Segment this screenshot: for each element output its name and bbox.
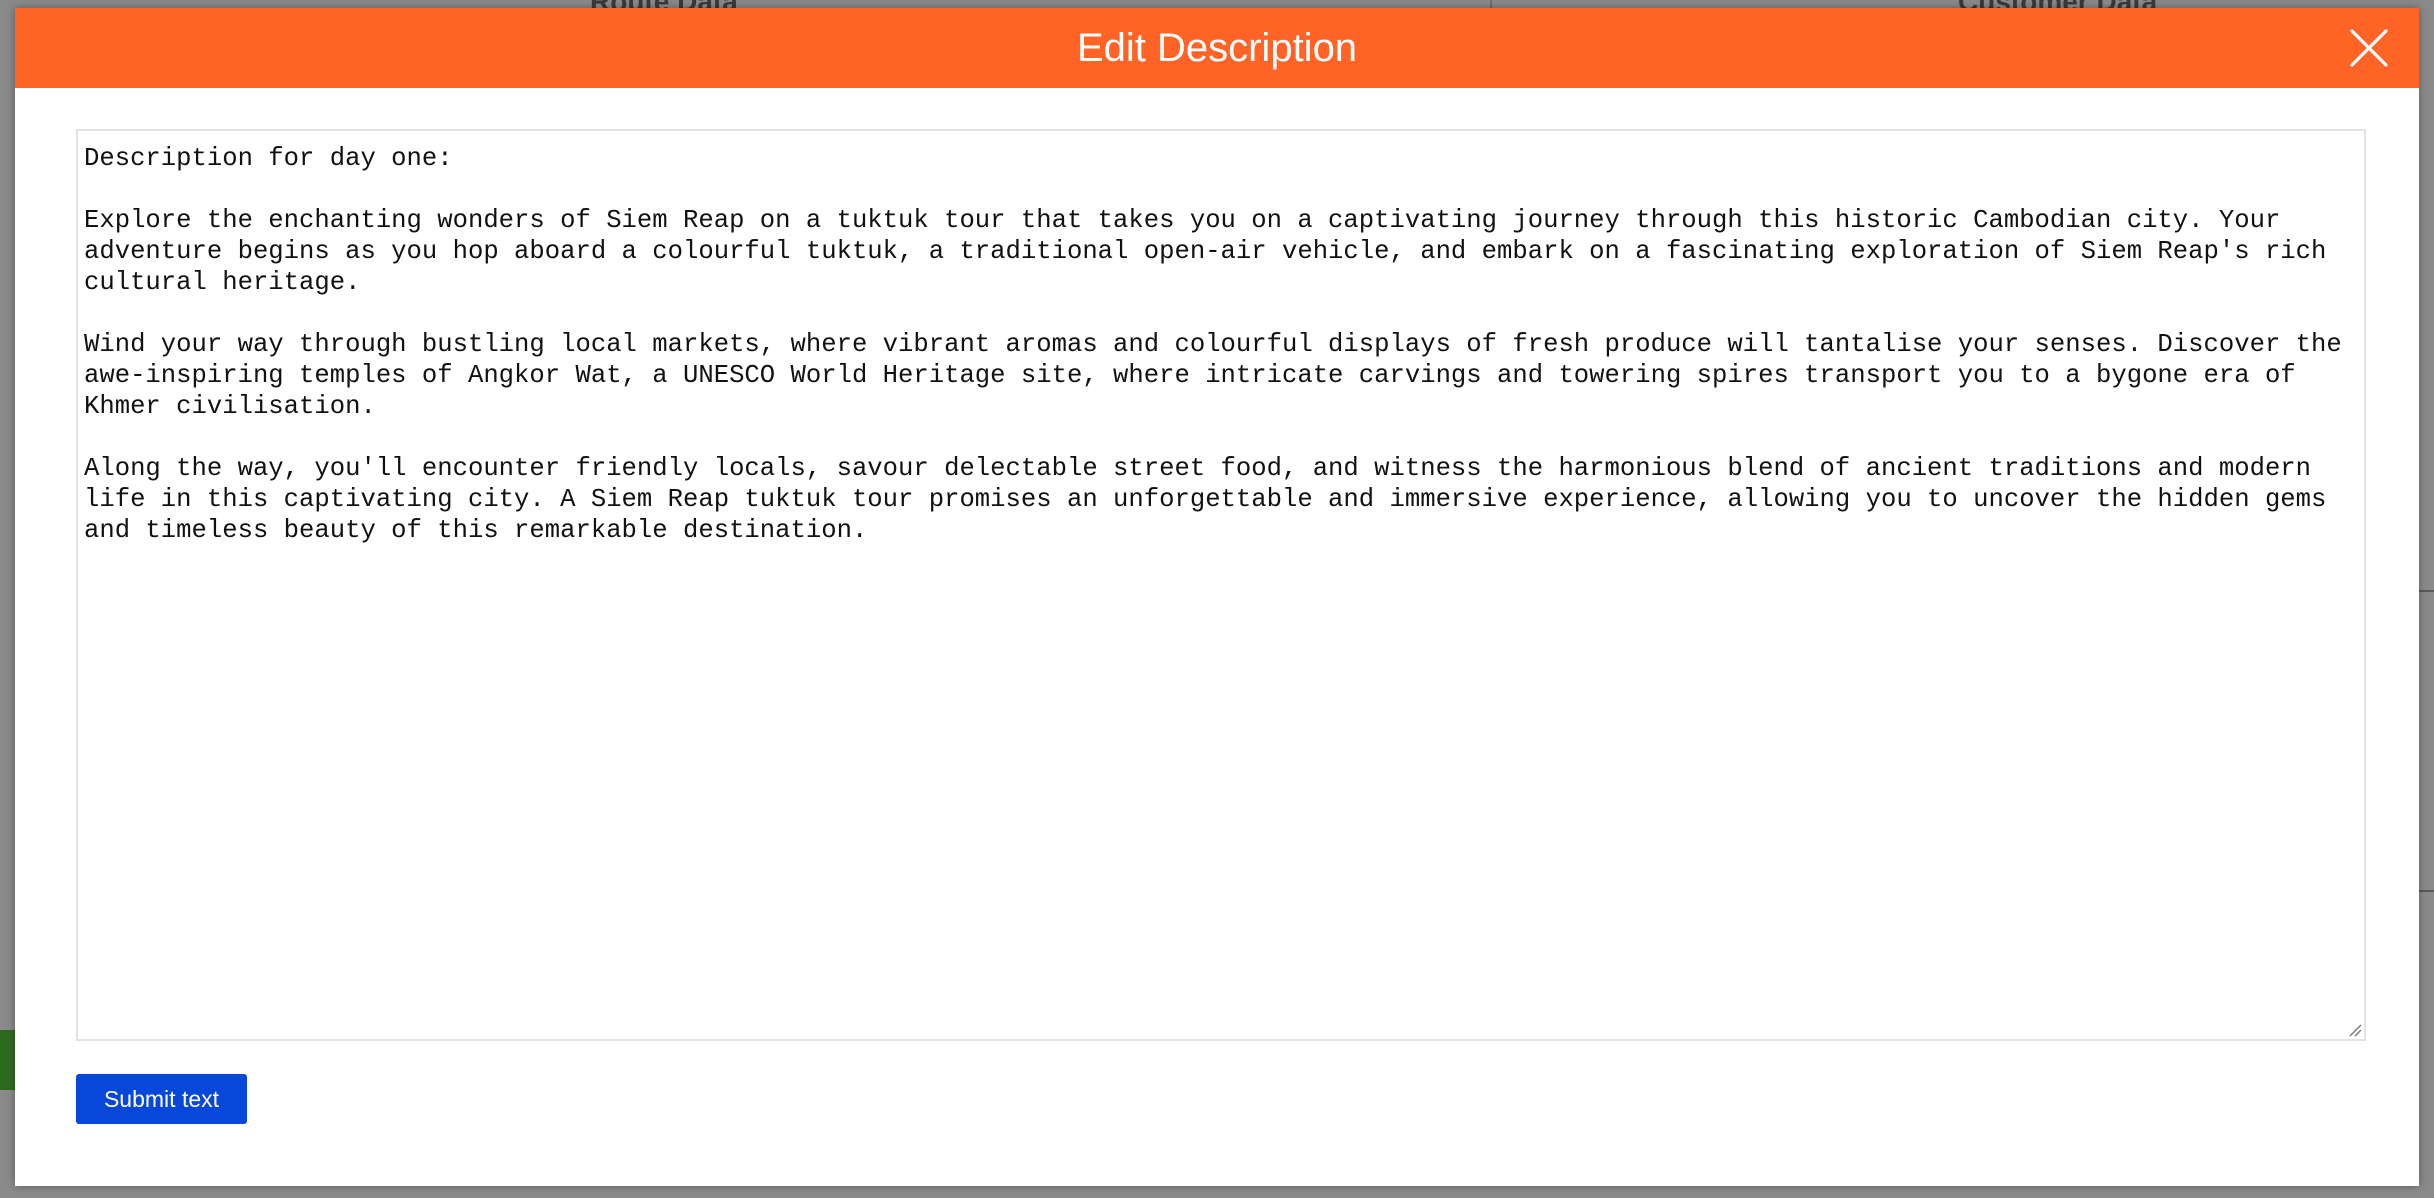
background-green-element [0, 1030, 16, 1090]
background-divider [1490, 0, 1492, 8]
modal-title: Edit Description [1076, 26, 1358, 70]
close-icon [2349, 28, 2389, 68]
description-textarea-container [76, 129, 2366, 1041]
description-textarea[interactable] [78, 131, 2364, 1039]
resize-handle-icon[interactable] [2348, 1023, 2362, 1037]
close-button[interactable] [2349, 28, 2389, 68]
background-divider-line [2418, 890, 2434, 892]
background-divider-line [2418, 590, 2434, 592]
modal-header [15, 8, 2419, 88]
edit-description-modal [15, 8, 2419, 1186]
submit-text-button[interactable]: Submit text [76, 1074, 247, 1124]
